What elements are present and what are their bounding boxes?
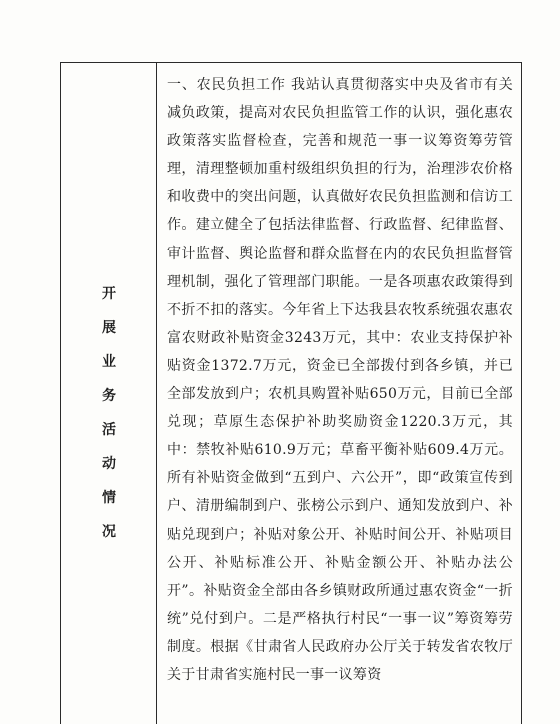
content-column — [157, 63, 521, 724]
section-label-char: 务 — [102, 388, 116, 404]
section-label-char: 开 — [102, 286, 116, 302]
section-label-char: 业 — [102, 354, 116, 370]
section-label-char: 情 — [102, 490, 116, 506]
section-label-char: 活 — [102, 422, 116, 438]
activity-description: 一、农民负担工作 我站认真贯彻落实中央及省市有关减负政策，提高对农民负担监管工作的认识，强化惠农政策落实监督检查，完善和规范一事一议筹资筹劳管理，清理整顿加重村级组织负担的行为，治理涉农价格和收费中的突出问题，认真做好农民负担监测和信访工作。建立健全了包括法律监督、行政监督、纪律监督、审计监督、舆论监督和群众监督在内的农民负担监督管理机制，强化了管理部门职能。一是各项惠农政策得到不折不扣的落实。今年省上下达我县农牧系统强农惠农富农财政补贴资金3243万元，其中：农业支持保护补贴资金1372.7万元，资金已全部拨付到各乡镇，并已全部发放到户；农机具购置补贴650万元，目前已全部兑现；草原生态保护补助奖励资金1220.3万元，其中：禁牧补贴610.9万元；草畜平衡补贴609.4万元。所有补贴资金做到“五到户、六公开”，即“政策宣传到户、清册编制到户、张榜公示到户、通知发放到户、补贴兑现到户；补贴对象公开、补贴时间公开、补贴项目公开、补贴标准公开、补贴金额公开、补贴办法公开”。补贴资金全部由各乡镇财政所通过惠农资金“一折统”兑付到户。二是严格执行村民“一事一议”筹资筹劳制度。根据《甘肃省人民政府办公厅关于转发省农牧厅关于甘肃省实施村民一事一议筹资 — [167, 77, 513, 683]
section-label-char: 况 — [102, 524, 116, 540]
section-label-char: 动 — [102, 456, 116, 472]
label-column — [61, 63, 157, 724]
form-table — [60, 62, 522, 724]
section-label — [61, 277, 157, 549]
section-label-char: 展 — [102, 320, 116, 336]
